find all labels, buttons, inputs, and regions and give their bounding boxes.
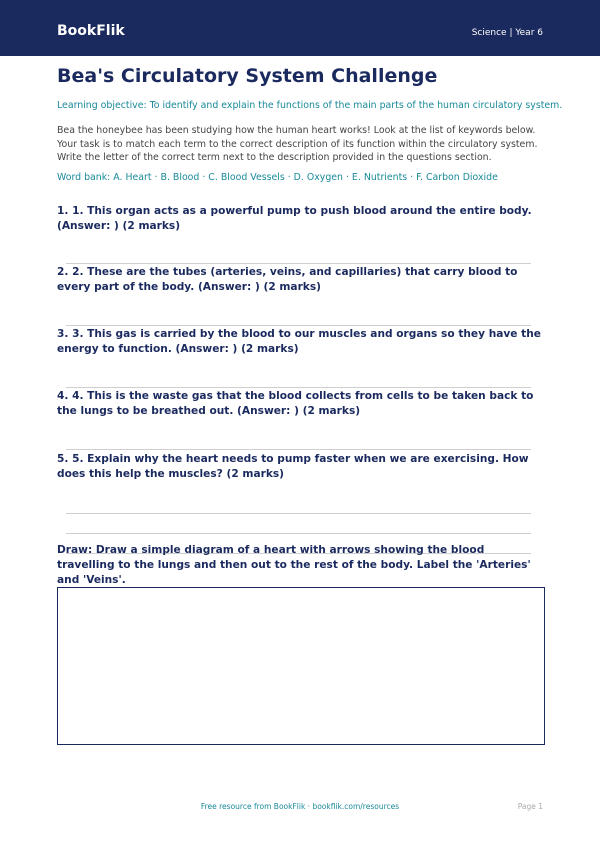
page-number: Page 1 bbox=[517, 802, 543, 811]
drawing-area[interactable] bbox=[57, 587, 545, 745]
brand-logo: BookFlik bbox=[57, 23, 125, 39]
subject-year: Science | Year 6 bbox=[471, 28, 543, 38]
question-2: 2. 2. These are the tubes (arteries, veins, and capillaries) that carry blood to every part of the body. (Answer: ) (2 marks) bbox=[57, 266, 518, 293]
question-5: 5. 5. Explain why the heart needs to pump faster when we are exercising. How does this help the muscles? (2 marks) bbox=[57, 453, 529, 480]
answer-line[interactable] bbox=[66, 263, 531, 264]
word-bank: Word bank: A. Heart · B. Blood · C. Blood Vessels · D. Oxygen · E. Nutrients · F. Carbon Dioxide bbox=[57, 172, 498, 183]
page-header bbox=[0, 0, 600, 56]
answer-line[interactable] bbox=[66, 449, 531, 450]
learning-objective: Learning objective: To identify and explain the functions of the main parts of the human circulatory system. bbox=[57, 100, 563, 111]
question-3: 3. 3. This gas is carried by the blood to our muscles and organs so they have the energy to function. (Answer: ) (2 marks) bbox=[57, 328, 541, 355]
draw-prompt: Draw: Draw a simple diagram of a heart with arrows showing the blood travelling to the lungs and then out to the rest of the body. Label the 'Arteries' and 'Veins'. bbox=[57, 544, 531, 586]
answer-line[interactable] bbox=[66, 325, 531, 326]
footer-text: Free resource from BookFlik · bookflik.com/resources bbox=[200, 802, 400, 811]
question-4: 4. 4. This is the waste gas that the blood collects from cells to be taken back to the lungs to be breathed out. (Answer: ) (2 marks) bbox=[57, 390, 534, 417]
answer-line[interactable] bbox=[66, 533, 531, 534]
intro-text: Bea the honeybee has been studying how the human heart works! Look at the list of keywords below. Your task is to match each term to the correct description of its function within the circulatory system. Write the letter of the correct term next to the description provided in the questions section. bbox=[57, 125, 538, 163]
answer-line[interactable] bbox=[66, 513, 531, 514]
question-1: 1. 1. This organ acts as a powerful pump to push blood around the entire body. (Answer: ) (2 marks) bbox=[57, 205, 532, 232]
page-title: Bea's Circulatory System Challenge bbox=[57, 65, 438, 87]
answer-line[interactable] bbox=[66, 387, 531, 388]
